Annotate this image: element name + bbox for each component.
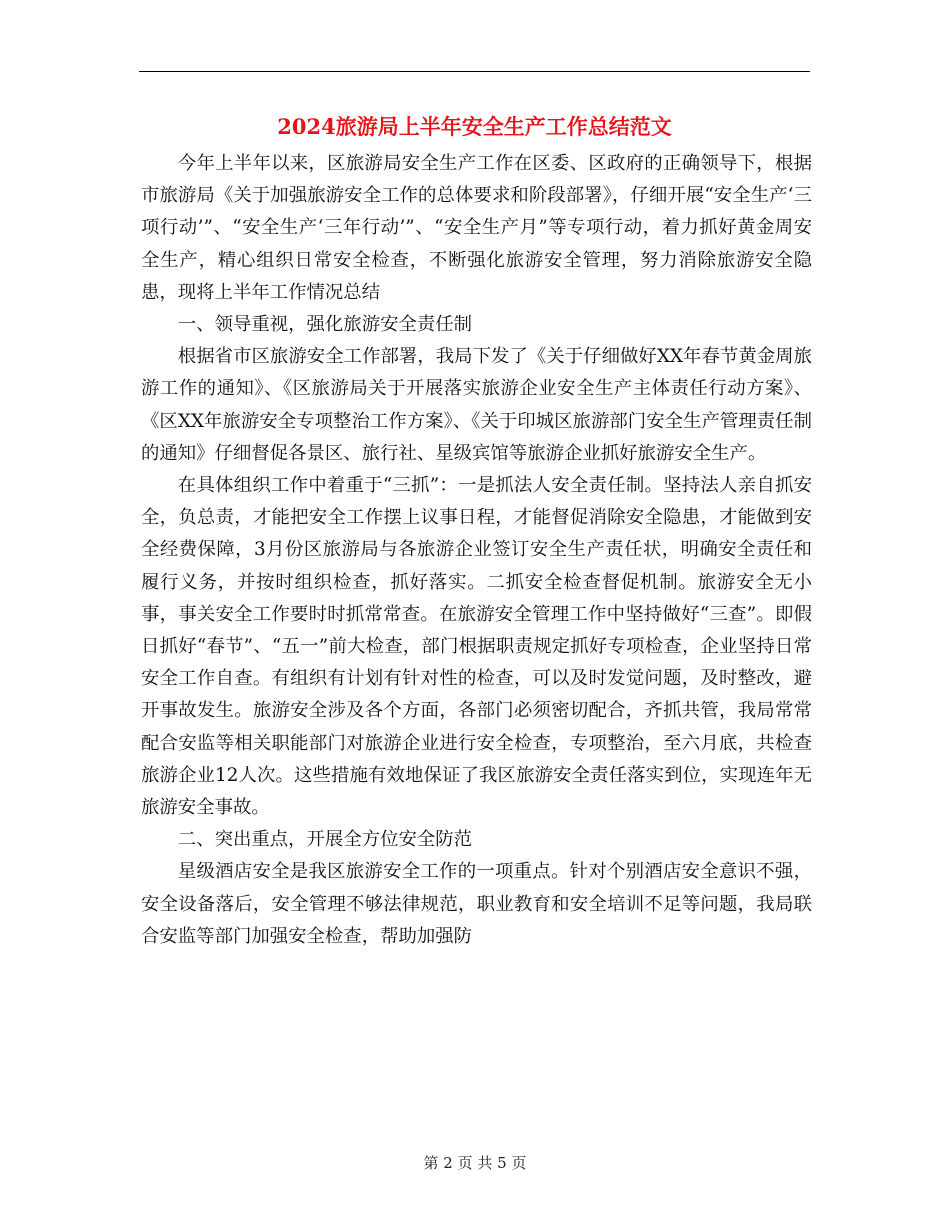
- section-heading-2: 二、突出重点，开展全方位安全防范: [177, 829, 473, 851]
- paragraph-three-grasps: 在具体组织工作中着重于“三抓”：一是抓法人安全责任制。坚持法人亲自抓安全，负总责，才能把安全工作摆上议事日程，才能督促消除安全隐患，才能做到安全经费保障，3月份区旅游局与各旅游企业签订安全生产责任状，明确安全责任和履行义务，并按时组织检查，抓好落实。二抓安全检查督促机制。旅游安全无小事，事关安全工作要时时抓常常查。在旅游安全管理工作中坚持做好“三查”。即假日抓好“春节”、“五一”前大检查，部门根据职责规定抓好专项检查，企业坚持日常安全工作自查。有组织有计划有针对性的检查，可以及时发觉问题，及时整改，避开事故发生。旅游安全涉及各个方面，各部门必须密切配合，齐抓共管，我局常常配合安监等相关职能部门对旅游企业进行安全检查，专项整治，至六月底，共检查旅游企业12人次。这些措施有效地保证了我区旅游安全责任落实到位，实现连年无旅游安全事故。: [141, 475, 812, 819]
- document-body: [141, 148, 812, 953]
- header-rule: [139, 71, 810, 72]
- paragraph-hotel-safety: 星级酒店安全是我区旅游安全工作的一项重点。针对个别酒店安全意识不强，安全设备落后，安全管理不够法律规范，职业教育和安全培训不足等问题，我局联合安监等部门加强安全检查，帮助加强防: [141, 861, 812, 947]
- page-number-footer: 第 2 页 共 5 页: [423, 1154, 527, 1172]
- section-heading-1: 一、领导重视，强化旅游安全责任制: [177, 314, 473, 336]
- document-title: 2024旅游局上半年安全生产工作总结范文: [277, 114, 672, 139]
- paragraph-intro: 今年上半年以来，区旅游局安全生产工作在区委、区政府的正确领导下，根据市旅游局《关于加强旅游安全工作的总体要求和阶段部署》，仔细开展“安全生产‘三项行动’”、“安全生产‘三年行动’”、“安全生产月”等专项行动，着力抓好黄金周安全生产，精心组织日常安全检查，不断强化旅游安全管理，努力消除旅游安全隐患，现将上半年工作情况总结: [141, 153, 812, 303]
- paragraph-deployment: 根据省市区旅游安全工作部署，我局下发了《关于仔细做好XX年春节黄金周旅游工作的通知》、《区旅游局关于开展落实旅游企业安全生产主体责任行动方案》、《区XX年旅游安全专项整治工作方案》、《关于印城区旅游部门安全生产管理责任制的通知》仔细督促各景区、旅行社、星级宾馆等旅游企业抓好旅游安全生产。: [141, 346, 812, 464]
